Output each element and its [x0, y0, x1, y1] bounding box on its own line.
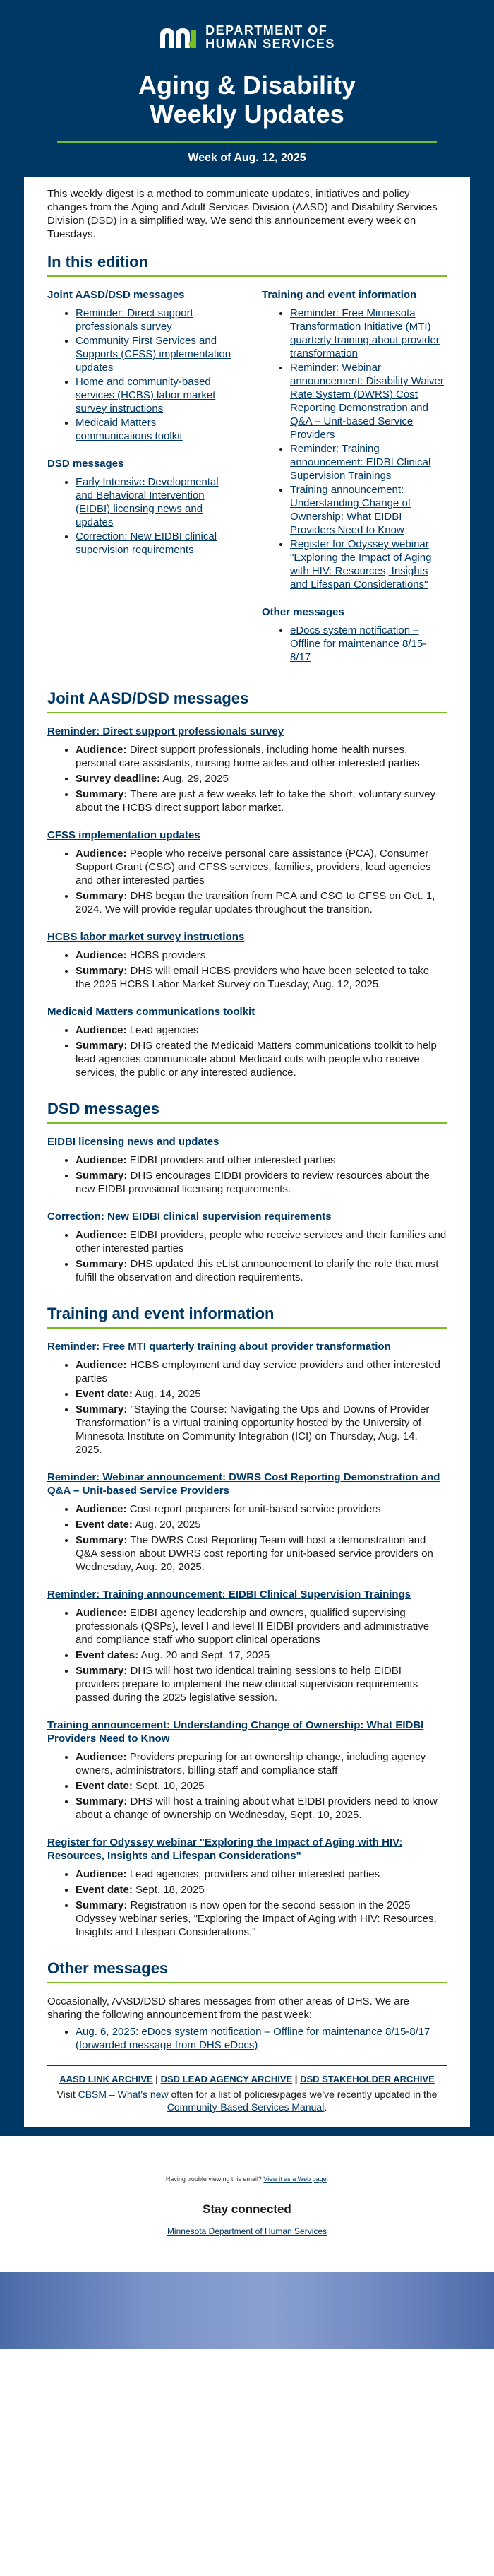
mti-training-heading[interactable]: Reminder: Free MTI quarterly training about provider transformation [47, 1341, 391, 1353]
list-item [76, 307, 232, 333]
audience-text: Direct support professionals, including home health nurses, personal care assistants, nursing home aides and other interested parties [76, 744, 420, 769]
summary-label: Summary: [76, 788, 128, 800]
list-item [76, 1169, 447, 1196]
intro-text: This weekly digest is a method to communicate updates, initiatives and policy changes from the Aging and Adult Services Division (AASD) and Disability Services Division (DSD) in a simplified way. We send this announcement every week on Tuesdays. [47, 188, 438, 240]
other-intro-text: Occasionally, AASD/DSD shares messages from other areas of DHS. We are sharing the following announcement from the past week: [47, 1995, 409, 2021]
dhs-logo-mark-icon [159, 25, 200, 49]
audience-label: Audience: [76, 1359, 127, 1371]
summary-label: Summary: [76, 1534, 128, 1546]
dsd-divider [47, 1122, 447, 1124]
summary-text: There are just a few weeks left to take the short, voluntary survey about the HCBS direct support labor market. [76, 788, 435, 814]
deadline-text: Aug. 29, 2025 [162, 773, 229, 785]
training-divider [47, 1327, 447, 1329]
summary-text: DHS will email HCBS providers who have been selected to take the 2025 HCBS Labor Market Survey on Tuesday, Aug. 12, 2025. [76, 965, 430, 990]
list-item [76, 847, 447, 887]
audience-text: Lead agencies, providers and other interested parties [129, 1868, 380, 1880]
audience-label: Audience: [76, 848, 127, 860]
dwrs-webinar-heading[interactable]: Reminder: Webinar announcement: DWRS Cost Reporting Demonstration and Q&A – Unit-based Service Providers [47, 1471, 440, 1497]
list-item [290, 483, 447, 537]
other-list [47, 2025, 447, 2052]
event-date-label: Event date: [76, 1884, 133, 1896]
summary-label: Summary: [76, 965, 128, 977]
list-item [290, 624, 447, 664]
toc-divider [47, 275, 447, 277]
trouble-end-punct: . [326, 2176, 329, 2183]
summary-text: DHS encourages EIDBI providers to review resources about the new EIDBI provisional licensing requirements. [76, 1170, 430, 1195]
audience-label: Audience: [76, 744, 127, 756]
list-item [76, 1039, 447, 1079]
toc-left-column [47, 288, 232, 665]
dsd-section-title: DSD messages [47, 1100, 159, 1117]
eidbi-licensing-heading[interactable]: EIDBI licensing news and updates [47, 1136, 219, 1148]
list-item [76, 1257, 447, 1284]
title-line-2: Weekly Updates [150, 100, 344, 129]
audience-label: Audience: [76, 949, 127, 961]
medicaid-toolkit-details [47, 1023, 447, 1079]
toc-link-eidbi-correction[interactable]: Correction: New EIDBI clinical supervision requirements [76, 530, 217, 556]
toc-link-mti-training[interactable]: Reminder: Free Minnesota Transformation Initiative (MTI) quarterly training about provider transformation [290, 307, 440, 360]
content-frame [0, 177, 494, 2136]
audience-label: Audience: [76, 1868, 127, 1880]
dhs-logo-text [205, 24, 335, 51]
toc-link-hcbs-survey[interactable]: Home and community-based services (HCBS) labor market survey instructions [76, 376, 216, 415]
toc-link-change-of-ownership[interactable]: Training announcement: Understanding Change of Ownership: What EIDBI Providers Need to Know [290, 484, 411, 536]
list-item [76, 1387, 447, 1401]
list-item [76, 334, 232, 374]
audience-text: Lead agencies [129, 1024, 199, 1036]
summary-label: Summary: [76, 1796, 128, 1808]
event-date-label: Event date: [76, 1388, 133, 1400]
audience-text: People who receive personal care assistance (PCA), Consumer Support Grant (CSG) and CFSS services, families, providers, lead agencies and other interested parties [76, 848, 431, 886]
other-section-title: Other messages [47, 1959, 169, 1977]
visit-text: Visit [56, 2089, 76, 2100]
list-item [76, 964, 447, 991]
eidbi-licensing-details [47, 1153, 447, 1196]
summary-text: DHS created the Medicaid Matters communications toolkit to help lead agencies communicate about Medicaid cuts with people who receive services, the public or any interested audience. [76, 1040, 437, 1079]
toc-link-edocs[interactable]: eDocs system notification – Offline for maintenance 8/15-8/17 [290, 624, 427, 663]
list-item [76, 1403, 447, 1456]
list-item [76, 1750, 447, 1777]
medicaid-toolkit-heading[interactable]: Medicaid Matters communications toolkit [47, 1006, 255, 1018]
eidbi-correction-details [47, 1228, 447, 1284]
audience-text: Providers preparing for an ownership change, including agency owners, administrators, billing staff and compliance staff [76, 1751, 426, 1776]
stay-connected-heading: Stay connected [203, 2202, 291, 2216]
summary-label: Summary: [76, 890, 128, 902]
list-item [76, 889, 447, 916]
trouble-viewing-note [0, 2176, 494, 2183]
week-label: Week of Aug. 12, 2025 [188, 152, 306, 164]
summary-label: Summary: [76, 1665, 128, 1677]
list-item [76, 1502, 447, 1516]
dsd-stakeholder-archive-link[interactable]: DSD STAKEHOLDER ARCHIVE [300, 2074, 435, 2084]
other-divider [47, 1982, 447, 1983]
eidbi-supervision-heading[interactable]: Reminder: Training announcement: EIDBI Clinical Supervision Trainings [47, 1589, 411, 1601]
audience-label: Audience: [76, 1024, 127, 1036]
summary-text: The DWRS Cost Reporting Team will host a demonstration and Q&A session about DWRS cost reporting for unit-based service providers on Wednesday, Aug. 20, 2025. [76, 1534, 433, 1573]
cbsm-mid-text: often for a list of policies/pages we've recently updated in the [171, 2089, 438, 2100]
toc-link-dsp-survey[interactable]: Reminder: Direct support professionals survey [76, 307, 193, 333]
audience-label: Audience: [76, 1503, 127, 1515]
content-panel [24, 177, 470, 2127]
cbsm-link-text: CBSM [78, 2089, 107, 2100]
summary-text: DHS will host two identical training sessions to help EIDBI providers prepare to implement the new clinical supervision requirements passed during the 2025 legislative session. [76, 1665, 418, 1704]
dhs-logo[interactable] [0, 24, 494, 51]
training-section-title: Training and event information [47, 1305, 275, 1322]
list-item [76, 949, 447, 962]
separator: | [155, 2074, 158, 2084]
event-date-text: Sept. 10, 2025 [135, 1780, 205, 1792]
summary-text: DHS began the transition from PCA and CSG to CFSS on Oct. 1, 2024. We will provide regular updates throughout the transition. [76, 890, 435, 915]
audience-text: HCBS employment and day service providers and other interested parties [76, 1359, 440, 1384]
list-item [76, 1533, 447, 1574]
toc-training-list [262, 307, 447, 591]
mndhs-link-row [0, 2226, 494, 2236]
change-of-ownership-details [47, 1750, 447, 1822]
toc-link-dwrs-webinar[interactable]: Reminder: Webinar announcement: Disability Waiver Rate System (DWRS) Cost Reporting Demonstration and Q&A – Unit-based Service Providers [290, 362, 444, 441]
table-of-contents [47, 288, 447, 665]
list-item [76, 1649, 447, 1662]
dsp-survey-heading[interactable]: Reminder: Direct support professionals survey [47, 725, 284, 737]
change-of-ownership-heading[interactable]: Training announcement: Understanding Change of Ownership: What EIDBI Providers Need to Know [47, 1719, 424, 1745]
title-line-1: Aging & Disability [138, 71, 356, 100]
list-item [76, 788, 447, 814]
edocs-notification-link[interactable]: Aug. 6, 2025: eDocs system notification – Offline for maintenance 8/15-8/17 (forwarded message from DHS eDocs) [76, 2026, 430, 2051]
cbsm-whats-new-link[interactable]: CBSM – What's new [78, 2089, 169, 2100]
list-item [76, 1228, 447, 1255]
mti-training-details [47, 1358, 447, 1456]
toc-training-heading: Training and event information [262, 289, 417, 301]
list-item [76, 416, 232, 443]
summary-label: Summary: [76, 1899, 128, 1911]
audience-text: EIDBI agency leadership and owners, qualified supervising professionals (QSPs), level I and level II EIDBI providers and administrative and compliance staff who support clinical operations [76, 1607, 430, 1646]
toc-other-list [262, 624, 447, 664]
toc-link-eidbi-supervision[interactable]: Reminder: Training announcement: EIDBI Clinical Supervision Trainings [290, 443, 431, 482]
summary-text: Registration is now open for the second session in the 2025 Odyssey webinar series, "Exploring the Impact of Aging with HIV: Resources, Insights and Lifespan Considerations." [76, 1899, 437, 1938]
list-item [76, 375, 232, 415]
separator: | [294, 2074, 298, 2084]
event-date-text: Aug. 14, 2025 [135, 1388, 201, 1400]
summary-text: "Staying the Course: Navigating the Ups and Downs of Provider Transformation" is a virtual training opportunity hosted by the University of Minnesota Institute on Community Integration (ICI) on Thursday, Aug. 14, 2025. [76, 1403, 430, 1456]
eidbi-supervision-details [47, 1606, 447, 1704]
title-divider [57, 141, 437, 143]
header [0, 0, 494, 183]
trouble-text: Having trouble viewing this email? [165, 2176, 262, 2183]
list-item [76, 772, 447, 785]
list-item [76, 1868, 447, 1881]
list-item [76, 743, 447, 770]
deadline-label: Survey deadline: [76, 773, 161, 785]
list-item [76, 1795, 447, 1822]
list-item [76, 1779, 447, 1793]
audience-text: EIDBI providers, people who receive services and their families and other interested parties [76, 1229, 447, 1254]
summary-label: Summary: [76, 1403, 128, 1415]
toc-other-heading: Other messages [262, 606, 344, 618]
toc-dsd-list [47, 475, 232, 557]
cfss-heading[interactable]: CFSS implementation updates [47, 829, 200, 841]
audience-label: Audience: [76, 1751, 127, 1763]
cbsm-manual-link[interactable]: Community-Based Services Manual [167, 2101, 325, 2113]
list-item [76, 1358, 447, 1385]
toc-link-eidbi-licensing[interactable]: Early Intensive Developmental and Behavioral Intervention (EIDBI) licensing news and updates [76, 476, 219, 528]
audience-text: EIDBI providers and other interested parties [129, 1154, 336, 1166]
audience-text: HCBS providers [129, 949, 206, 961]
event-dates-label: Event dates: [76, 1649, 139, 1661]
toc-link-cfss[interactable]: Community First Services and Supports (CFSS) implementation updates [76, 335, 231, 374]
list-item [76, 475, 232, 529]
hcbs-survey-heading[interactable]: HCBS labor market survey instructions [47, 931, 245, 943]
toc-title: In this edition [47, 253, 148, 271]
event-dates-text: Aug. 20 and Sept. 17, 2025 [140, 1649, 270, 1661]
page-title [0, 71, 494, 129]
logo-line-1: DEPARTMENT OF [205, 23, 328, 37]
summary-label: Summary: [76, 1040, 128, 1052]
archive-links [47, 2073, 447, 2085]
toc-link-odyssey-webinar[interactable]: Register for Odyssey webinar "Exploring the Impact of Aging with HIV: Resources, Insights and Lifespan Considerations" [290, 538, 432, 590]
list-item [76, 1664, 447, 1704]
cfss-details [47, 847, 447, 916]
cbsm-end-punct: . [324, 2101, 327, 2113]
event-date-text: Aug. 20, 2025 [135, 1519, 201, 1531]
logo-line-2: HUMAN SERVICES [205, 37, 335, 51]
list-item [76, 1023, 447, 1037]
odyssey-webinar-heading[interactable]: Register for Odyssey webinar "Exploring the Impact of Aging with HIV: Resources, Insights and Lifespan Considerations" [47, 1836, 403, 1862]
archive-divider [47, 2065, 447, 2066]
eidbi-correction-heading[interactable]: Correction: New EIDBI clinical supervision requirements [47, 1211, 332, 1223]
audience-label: Audience: [76, 1154, 127, 1166]
summary-label: Summary: [76, 1258, 128, 1270]
toc-link-medicaid-toolkit[interactable]: Medicaid Matters communications toolkit [76, 417, 183, 442]
odyssey-webinar-details [47, 1868, 447, 1939]
toc-joint-heading: Joint AASD/DSD messages [47, 289, 185, 301]
list-item [290, 442, 447, 482]
summary-text: DHS will host a training about what EIDBI providers need to know about a change of ownership on Wednesday, Sept. 10, 2025. [76, 1796, 438, 1821]
audience-label: Audience: [76, 1607, 127, 1619]
summary-label: Summary: [76, 1170, 128, 1182]
toc-dsd-heading: DSD messages [47, 458, 124, 470]
joint-divider [47, 712, 447, 713]
summary-text: DHS updated this eList announcement to clarify the role that must fulfill the observation and direction requirements. [76, 1258, 439, 1283]
toc-right-column [262, 288, 447, 665]
list-item [76, 1518, 447, 1531]
dwrs-webinar-details [47, 1502, 447, 1574]
event-date-label: Event date: [76, 1780, 133, 1792]
list-item [76, 530, 232, 557]
toc-joint-list [47, 307, 232, 443]
view-web-page-link[interactable]: View it as a Web page [263, 2176, 327, 2183]
footer [0, 2136, 494, 2236]
list-item [76, 1606, 447, 1646]
footer-banner-image [0, 2272, 494, 2349]
joint-section-title: Joint AASD/DSD messages [47, 689, 249, 707]
hcbs-survey-details [47, 949, 447, 991]
aasd-archive-link[interactable]: AASD LINK ARCHIVE [59, 2074, 153, 2084]
mndhs-link[interactable]: Minnesota Department of Human Services [167, 2226, 327, 2236]
event-date-label: Event date: [76, 1519, 133, 1531]
event-date-text: Sept. 18, 2025 [135, 1884, 205, 1896]
audience-text: Cost report preparers for unit-based service providers [129, 1503, 381, 1515]
whats-new-link-text: What's new [117, 2089, 169, 2100]
list-item [290, 307, 447, 360]
list-item [290, 538, 447, 591]
list-item [76, 1153, 447, 1167]
audience-label: Audience: [76, 1229, 127, 1241]
list-item [76, 2025, 447, 2052]
list-item [76, 1883, 447, 1897]
dsd-lead-agency-archive-link[interactable]: DSD LEAD AGENCY ARCHIVE [160, 2074, 293, 2084]
dsp-survey-details [47, 743, 447, 814]
cbsm-note [47, 2088, 447, 2113]
list-item [76, 1899, 447, 1939]
list-item [290, 361, 447, 441]
